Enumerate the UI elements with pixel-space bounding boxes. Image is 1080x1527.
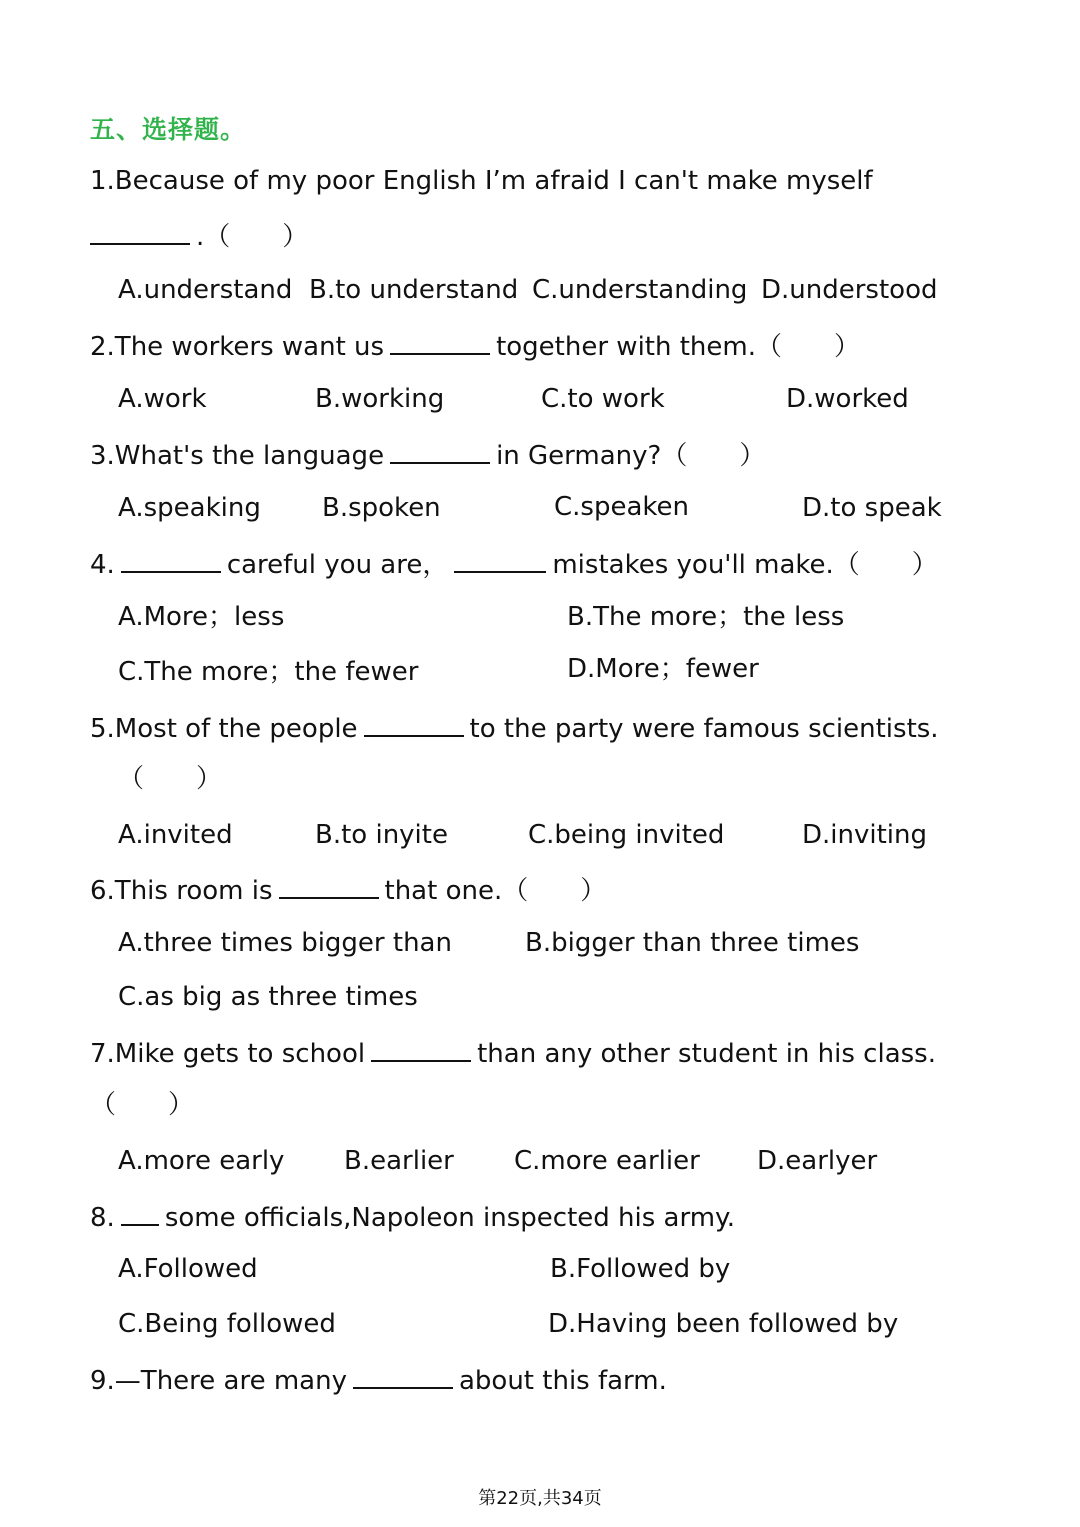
- answer-blank[interactable]: [121, 1198, 159, 1226]
- q4-stem-pre: 4.: [90, 550, 115, 580]
- q1-option-d[interactable]: D.understood: [761, 275, 938, 305]
- q7-option-a[interactable]: A.more early: [118, 1146, 285, 1176]
- q3-stem-pre: 3.What's the language: [90, 441, 385, 471]
- q4-option-a[interactable]: A.More；less: [118, 602, 285, 632]
- q8-option-b[interactable]: B.Followed by: [550, 1254, 731, 1284]
- q2-option-b[interactable]: B.working: [315, 384, 445, 414]
- q2-stem-pre: 2.The workers want us: [90, 332, 385, 362]
- q5-answer-paren[interactable]: （ ）: [118, 764, 223, 794]
- q6-option-b[interactable]: B.bigger than three times: [525, 928, 860, 958]
- q1-option-a[interactable]: A.understand: [118, 275, 293, 305]
- q7-option-c[interactable]: C.more earlier: [514, 1146, 700, 1176]
- q4-option-d[interactable]: D.More；fewer: [567, 654, 759, 684]
- q1-tail: .（ ）: [196, 222, 309, 252]
- q3-stem: [90, 436, 765, 473]
- q6-stem-post: that one.（ ）: [384, 876, 607, 906]
- q2-option-c[interactable]: C.to work: [541, 384, 665, 414]
- q5-option-c[interactable]: C.being invited: [528, 820, 725, 850]
- q7-stem-pre: 7.Mike gets to school: [90, 1039, 366, 1069]
- q2-option-d[interactable]: D.worked: [786, 384, 909, 414]
- q3-stem-post: in Germany?（ ）: [496, 441, 766, 471]
- q8-option-a[interactable]: A.Followed: [118, 1254, 258, 1284]
- q1-stem: 1.Because of my poor English I’m afraid I can't make myself: [90, 166, 873, 196]
- answer-blank[interactable]: [279, 871, 379, 899]
- q7-option-b[interactable]: B.earlier: [344, 1146, 454, 1176]
- q8-stem-post: some officials,Napoleon inspected his army.: [164, 1203, 735, 1233]
- q4-stem-post: mistakes you'll make.（ ）: [552, 550, 938, 580]
- q3-option-a[interactable]: A.speaking: [118, 493, 261, 523]
- q7-option-d[interactable]: D.earlyer: [757, 1146, 878, 1176]
- q6-option-c[interactable]: C.as big as three times: [118, 982, 418, 1012]
- q1-option-b[interactable]: B.to understand: [309, 275, 519, 305]
- q7-stem-post: than any other student in his class.: [477, 1039, 936, 1069]
- q6-stem-pre: 6.This room is: [90, 876, 273, 906]
- q3-option-c[interactable]: C.speaken: [554, 492, 690, 522]
- q2-option-a[interactable]: A.work: [118, 384, 207, 414]
- q8-stem-pre: 8.: [90, 1203, 115, 1233]
- q4-option-c[interactable]: C.The more；the fewer: [118, 657, 419, 687]
- q2-stem-post: together with them.（ ）: [496, 332, 860, 362]
- page-number: 第22页,共34页: [478, 1488, 602, 1509]
- q5-option-b[interactable]: B.to inyite: [315, 820, 448, 850]
- q9-stem-pre: 9.—There are many: [90, 1366, 347, 1396]
- answer-blank[interactable]: [364, 709, 464, 737]
- q8-stem: [90, 1198, 735, 1235]
- answer-blank[interactable]: [371, 1034, 471, 1062]
- q4-stem: [90, 545, 938, 582]
- q5-option-d[interactable]: D.inviting: [802, 820, 927, 850]
- q5-option-a[interactable]: A.invited: [118, 820, 233, 850]
- q4-stem-mid: careful you are，: [226, 550, 449, 580]
- q8-option-d[interactable]: D.Having been followed by: [548, 1309, 899, 1339]
- q3-option-b[interactable]: B.spoken: [322, 493, 441, 523]
- q4-option-b[interactable]: B.The more；the less: [567, 602, 845, 632]
- q5-stem: [90, 709, 939, 746]
- answer-blank[interactable]: [390, 436, 490, 464]
- answer-blank[interactable]: [454, 545, 546, 573]
- q6-option-a[interactable]: A.three times bigger than: [118, 928, 452, 958]
- q9-stem: [90, 1361, 667, 1398]
- q5-stem-post: to the party were famous scientists.: [469, 714, 939, 744]
- q9-stem-post: about this farm.: [458, 1366, 667, 1396]
- answer-blank[interactable]: [121, 545, 221, 573]
- q1-stem-line2: [90, 217, 308, 254]
- q5-stem-pre: 5.Most of the people: [90, 714, 358, 744]
- answer-blank[interactable]: [353, 1361, 453, 1389]
- q7-answer-paren[interactable]: （ ）: [90, 1090, 195, 1120]
- q1-option-c[interactable]: C.understanding: [532, 275, 748, 305]
- q7-stem: [90, 1034, 936, 1071]
- section-title: 五、选择题。: [90, 115, 247, 144]
- q2-stem: [90, 327, 860, 364]
- q8-option-c[interactable]: C.Being followed: [118, 1309, 336, 1339]
- answer-blank[interactable]: [390, 327, 490, 355]
- q3-option-d[interactable]: D.to speak: [802, 493, 942, 523]
- answer-blank[interactable]: [90, 217, 190, 245]
- q6-stem: [90, 871, 606, 908]
